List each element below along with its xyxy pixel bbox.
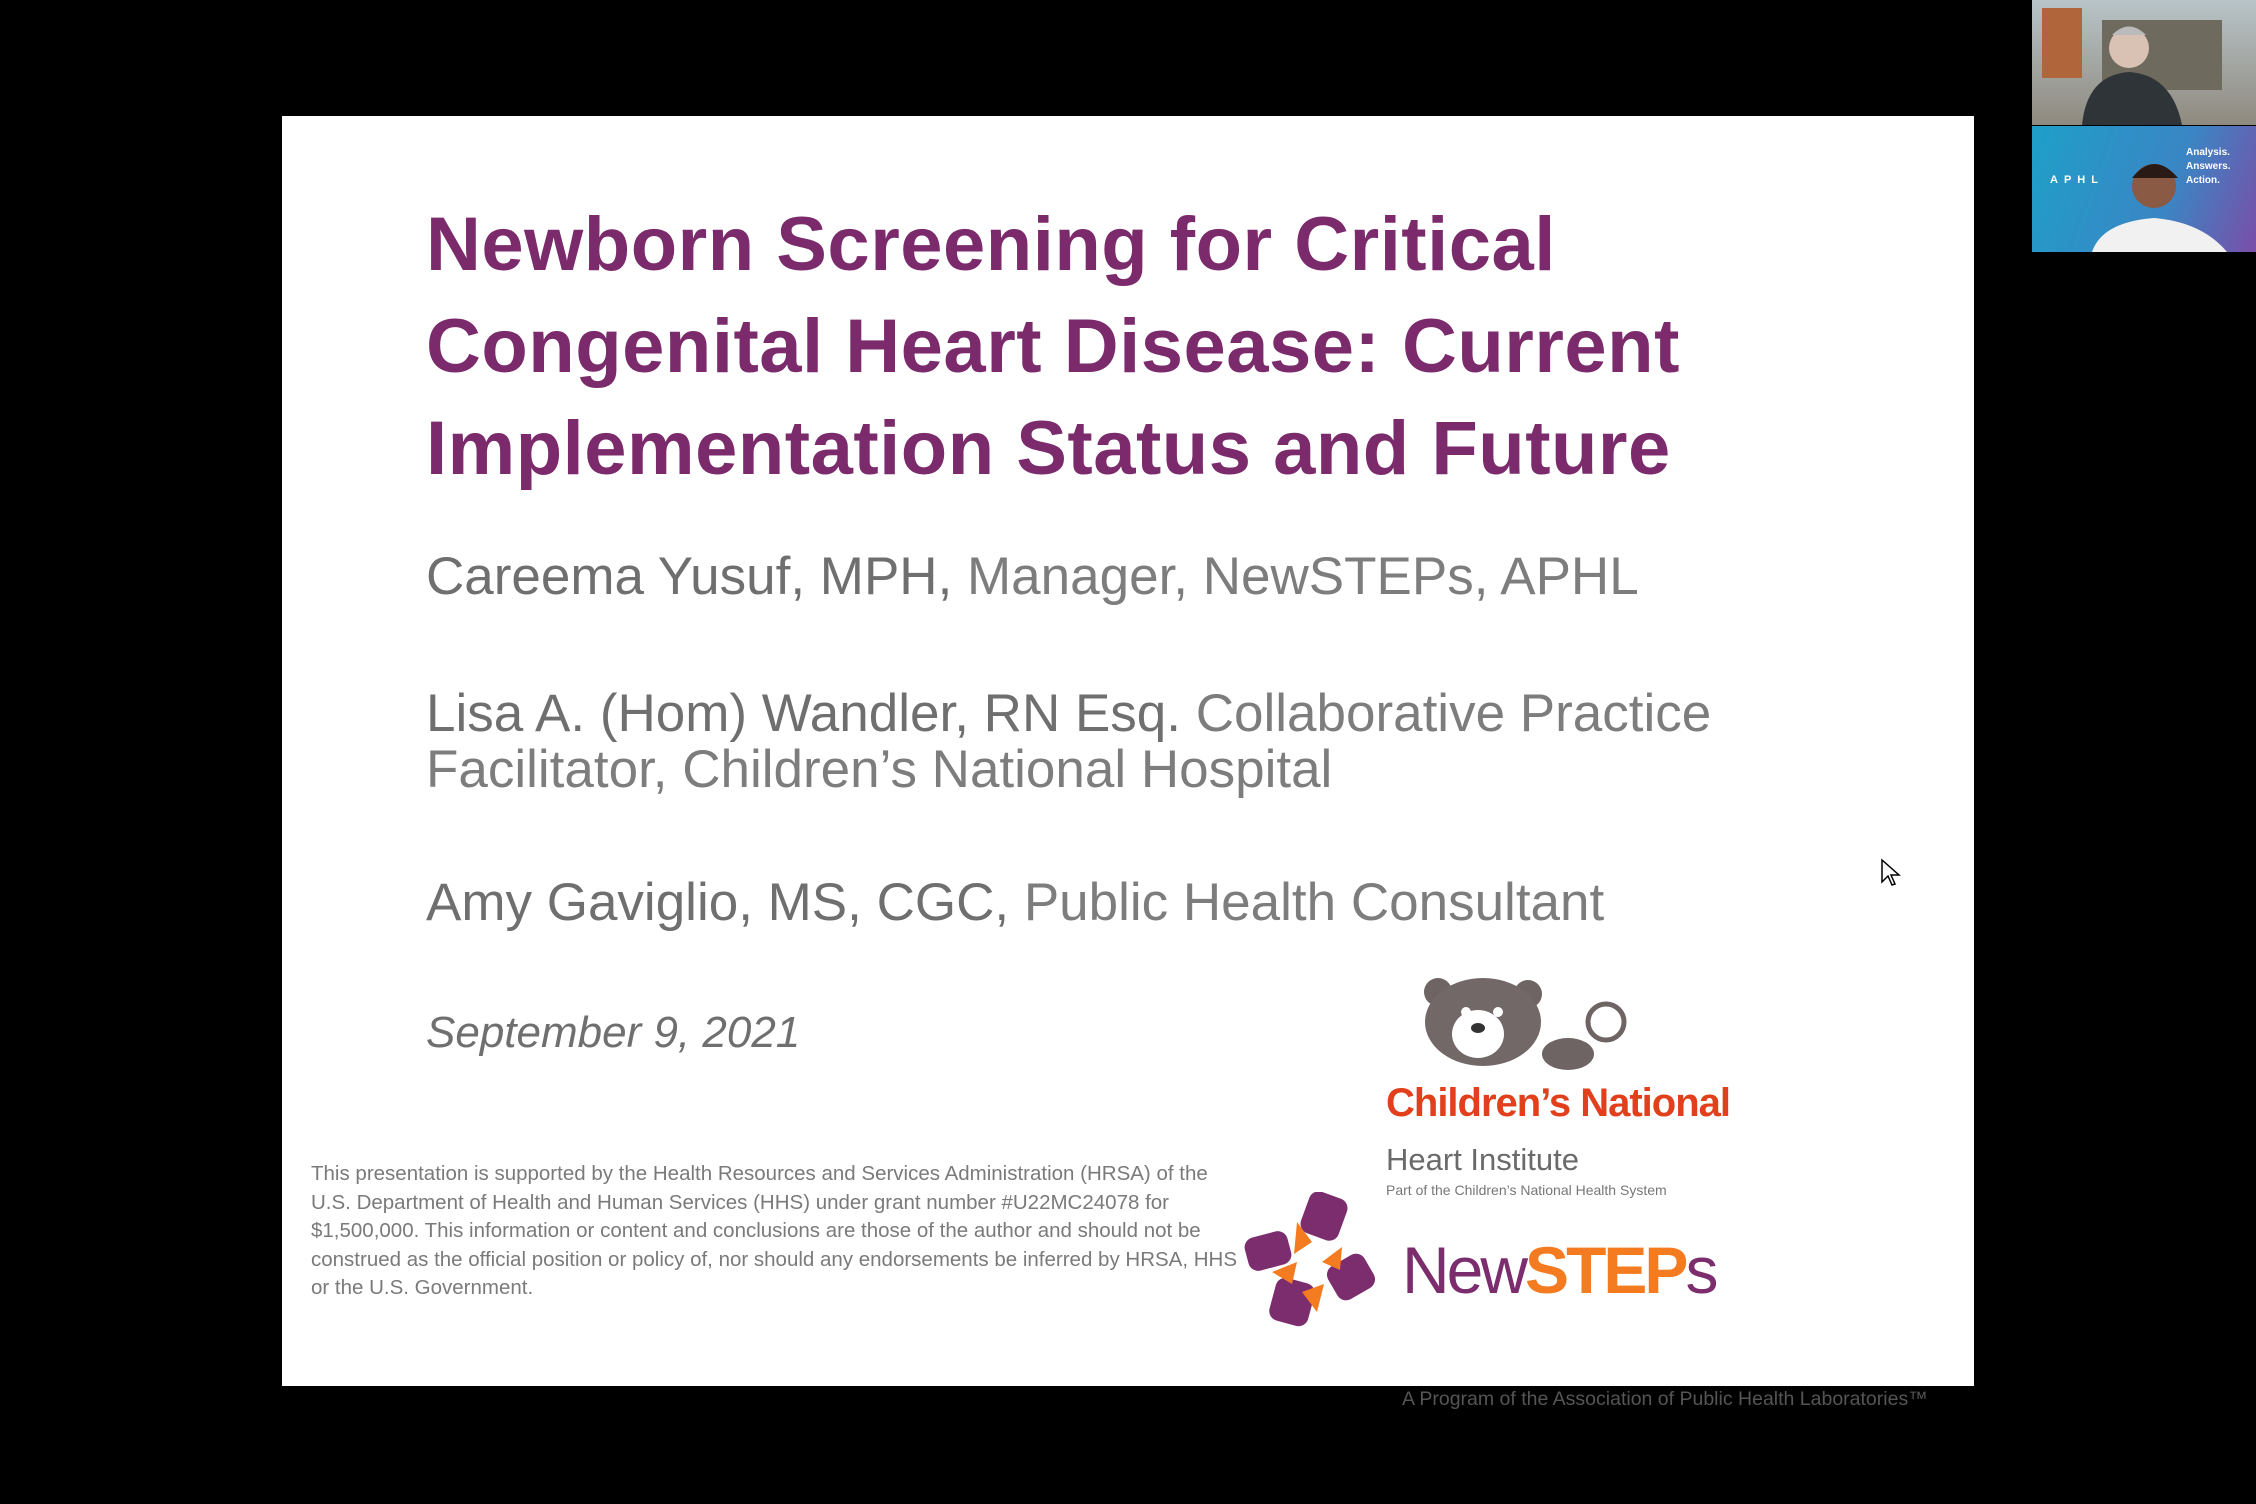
author-name: Amy Gaviglio, MS, CGC, — [426, 873, 1010, 932]
cn-name: Children’s National — [1386, 1081, 1731, 1125]
author-2 — [426, 686, 1726, 798]
author-role: Manager, NewSTEPs, APHL — [952, 547, 1639, 606]
aphl-logo: APHL — [2050, 174, 2104, 186]
wordmark-steps: STEP — [1525, 1233, 1686, 1307]
newsteps-tagline: A Program of the Association of Public Health Laboratories™ — [1402, 1388, 1928, 1410]
participant-person-icon — [2032, 0, 2256, 125]
childrens-national-logo — [1386, 972, 1826, 1198]
presentation-date: September 9, 2021 — [426, 1008, 801, 1057]
bear-icon — [1408, 972, 1638, 1072]
wordmark-new: New — [1402, 1233, 1526, 1307]
slogan-line: Action. — [2186, 175, 2220, 186]
mouse-cursor-icon — [1880, 858, 1902, 888]
author-role: Public Health Consultant — [1009, 873, 1605, 932]
author-name: Careema Yusuf, MPH, — [426, 547, 953, 606]
funding-disclaimer: This presentation is supported by the Health Resources and Services Administration (HRSA) of the U.S. Department of Health and Human Services (HHS) under grant number #U22MC24078 for $1,500,000. This information or content and conclusions are those of the author and should not be construed as the official position or policy of, nor should any endorsements be inferred by HRSA, HHS or the U.S. Government. — [311, 1162, 1238, 1299]
newsteps-mark-icon — [1242, 1192, 1382, 1332]
participant-person-icon — [2032, 126, 2256, 252]
title-line: Congenital Heart Disease: Current — [426, 304, 1680, 389]
participant-video-2[interactable] — [2032, 126, 2256, 252]
author-3 — [426, 875, 1826, 931]
title-line: Implementation Status and Future — [426, 406, 1671, 491]
author-1 — [426, 549, 1826, 605]
cn-tagline: Part of the Children’s National Health System — [1386, 1182, 1667, 1198]
cn-subtitle: Heart Institute — [1386, 1142, 1579, 1177]
slogan-line: Analysis. — [2186, 147, 2230, 158]
slide-title — [426, 194, 1826, 500]
wordmark-s: s — [1685, 1233, 1716, 1307]
presentation-slide — [282, 116, 1974, 1410]
newsteps-logo — [1242, 1192, 1962, 1462]
title-line: Newborn Screening for Critical — [426, 202, 1556, 287]
newsteps-wordmark — [1402, 1232, 1715, 1308]
participant-video-1[interactable] — [2032, 0, 2256, 125]
author-role: Collaborative Practice Facilitator, Children’s National Hospital — [426, 684, 1712, 799]
slogan-line: Answers. — [2186, 161, 2231, 172]
author-name: Lisa A. (Hom) Wandler, RN Esq. — [426, 684, 1181, 743]
